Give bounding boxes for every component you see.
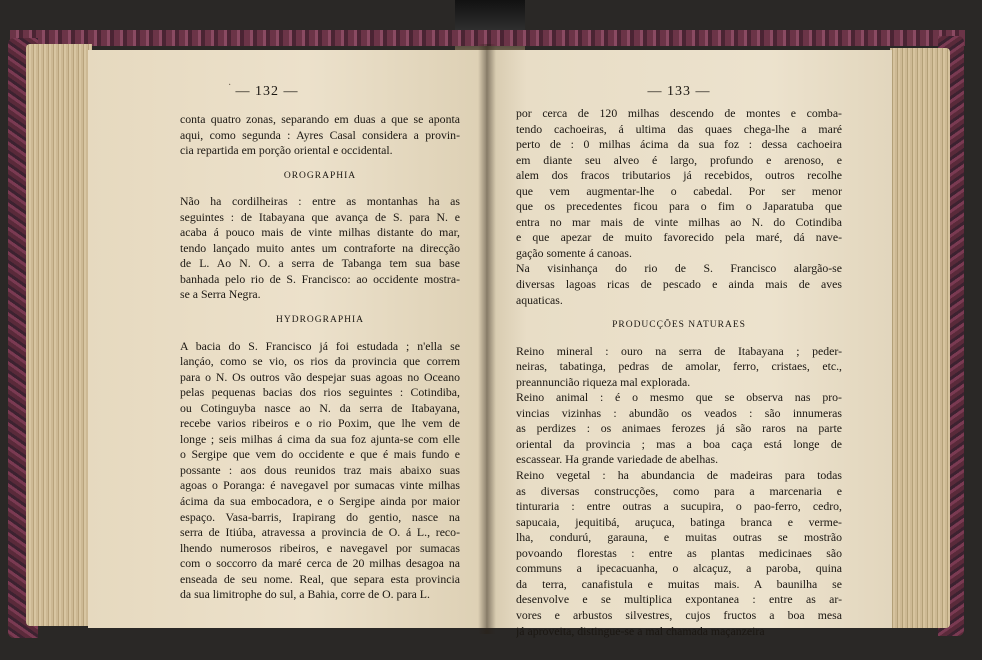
text-line: sapucaia, jequitibá, aruçuca, batinga branca e verme-: [516, 514, 842, 529]
text-line: povoando florestas : entre as plantas medicinaes são: [516, 545, 842, 560]
text-line: por cerca de 120 milhas descendo de montes e comba-: [516, 106, 842, 120]
section-heading-producoes: PRODUCÇÕES NATURAES: [612, 320, 746, 331]
text-line: ou Cotinguyba nasce ao N. da serra de Itabayana,: [180, 400, 460, 415]
text-line: alem dos fracos tributarios já recebidos, outros recolhe: [516, 168, 842, 183]
text-line: tendo cachoeiras, á ultima das quaes chega-lhe a maré: [516, 121, 842, 136]
text-line: vincias vizinhas : abundão os veados : são innumeras: [516, 405, 842, 420]
left-intro-paragraph: [180, 112, 460, 159]
text-line: lançáo, como se vio, os rios da provincia que correm: [180, 354, 460, 369]
left-page-number: — 132 —: [235, 84, 299, 99]
left-page-text: [180, 112, 460, 603]
orographia-paragraph: [180, 194, 460, 303]
text-line: neiras, tabatinga, pedras de amolar, ferro, cristaes, etc.,: [516, 359, 842, 374]
book-gutter: [478, 44, 496, 634]
text-line: se a Serra Negra.: [180, 287, 261, 302]
text-line: Reino animal : é o mesmo que se observa nas pro-: [516, 390, 842, 405]
text-line: desenvolve e se multiplica expontanea : entre as ar-: [516, 592, 842, 607]
text-line: tendo lançado muito antes um contraforte na direcção: [180, 240, 460, 255]
text-line: da sua limitrophe do sul, a Bahia, corre de O. para L.: [180, 587, 430, 602]
text-line: e que apezar de muito favorecido pela maré, dá nave-: [516, 230, 842, 245]
text-line: A bacia do S. Francisco já foi estudada ; n'ella se: [180, 338, 460, 353]
text-line: espaço. Vasa-barris, Irapirang do gentio, nasce na: [180, 509, 460, 524]
text-line: communs a ipecacuanha, o alcaçuz, a paroba, quina: [516, 561, 842, 576]
text-line: tinturaria : entre outras a sucupira, o pao-ferro, cedro,: [516, 499, 842, 514]
page-edges-left: [26, 44, 92, 626]
right-page: [486, 50, 892, 638]
left-page: [88, 50, 486, 628]
text-line: recebe varios ribeiros e o rio Poxim, que lhe vem de: [180, 416, 460, 431]
text-line: Reino mineral : ouro na serra de Itabayana ; peder-: [516, 343, 842, 358]
text-line: aquaticas.: [516, 292, 563, 307]
text-line: de L. Ao N. O. a serra de Tabanga tem sua base: [180, 256, 460, 271]
text-line: agoas o Poranga: é navegavel por sumacas vinte milhas: [180, 478, 460, 493]
text-line: possante : aos dous reunidos traz mais abaixo suas: [180, 462, 460, 477]
text-line: pelas pequenas bacias dos rios seguintes : Cotindiba,: [180, 385, 460, 400]
text-line: diversas lagoas ricas de pescado e ainda mais de aves: [516, 277, 842, 292]
text-line: acaba á pouco mais de vinte milhas distante do mar,: [180, 225, 460, 240]
text-line: Na visinhança do rio de S. Francisco alargão-se: [516, 261, 842, 276]
text-line: ácima da sua embocadora, e o Sergipe ainda por maior: [180, 494, 460, 509]
text-line: as perdizes : os animaes ferozes já são raros na parte: [516, 421, 842, 436]
text-line: escassear. Ha grande variedade de abelhas.: [516, 452, 719, 467]
hydrographia-paragraph: [180, 339, 460, 603]
text-line: preannuncião riqueza mal explorada.: [516, 374, 691, 389]
pencil-mark: ·: [228, 80, 232, 91]
text-line: o Sergipe que vem do occidente e que é mais fundo e: [180, 447, 460, 462]
text-line: com o soccorro da maré cerca de 20 milhas desagoa na: [180, 556, 460, 571]
text-line: conta quatro zonas, separando em duas a que se aponta: [180, 112, 460, 126]
text-line: banhada pelo rio de S. Francisco: ao occidente mostra-: [180, 271, 460, 286]
section-heading-hydrographia: HYDROGRAPHIA: [275, 315, 364, 326]
right-intro-paragraph: [516, 106, 842, 308]
text-line: já aproveita, distingue-se a mal chamada maçanzeira: [516, 623, 765, 638]
text-line: Não ha cordilheiras : entre as montanhas ha as: [180, 194, 460, 209]
right-page-text: [516, 106, 842, 639]
text-line: que vem augmentar-lhe o cabedal. Por ser menor: [516, 183, 842, 198]
text-line: lhendo numerosos ribeiros, e navegavel por sumacas: [180, 540, 460, 555]
page-edges-right: [890, 48, 950, 628]
section-heading-orographia: OROGRAPHIA: [283, 170, 357, 181]
text-line: serra de Itiúba, atravessa a provincia de O. á L., reco-: [180, 525, 460, 540]
text-line: longe ; seis milhas á cima da sua foz ajunta-se com elle: [180, 431, 460, 446]
text-line: oriental da provincia ; mas a boa caça está longe de: [516, 436, 842, 451]
text-line: as diversas construcções, como para a marcenaria e: [516, 483, 842, 498]
text-line: gação somente á canoas.: [516, 245, 632, 260]
text-line: da terra, canafistula e muitas mais. A baunilha se: [516, 576, 842, 591]
text-line: Reino vegetal : ha abundancia de madeiras para todas: [516, 468, 842, 483]
text-line: aqui, como segunda : Ayres Casal considera a provin-: [180, 127, 460, 142]
text-line: vores e arbustos silvestres, cujos fructos a boa mesa: [516, 607, 842, 622]
right-page-number: — 133 —: [647, 84, 711, 99]
text-line: lha, condurú, garauna, e muitas outras se mostrão: [516, 530, 842, 545]
text-line: em diante seu alveo é largo, profundo e arenoso, e: [516, 152, 842, 167]
text-line: para o N. Os outros vão despejar suas agoas no Oceano: [180, 369, 460, 384]
text-line: perto de : 0 milhas ácima da sua foz : dessa cachoeira: [516, 137, 842, 152]
producoes-paragraph: [516, 344, 842, 639]
text-line: seguintes : de Itabayana que avança de S. para N. e: [180, 209, 460, 224]
text-line: que os precedentes ficou para o fim o Japaratuba que: [516, 199, 842, 214]
text-line: enseada de seu nome. Real, que separa esta provincia: [180, 571, 460, 586]
text-line: entra no mar mais de vinte milhas ao N. do Cotindiba: [516, 214, 842, 229]
text-line: cia repartida em porção oriental e occidental.: [180, 143, 393, 158]
